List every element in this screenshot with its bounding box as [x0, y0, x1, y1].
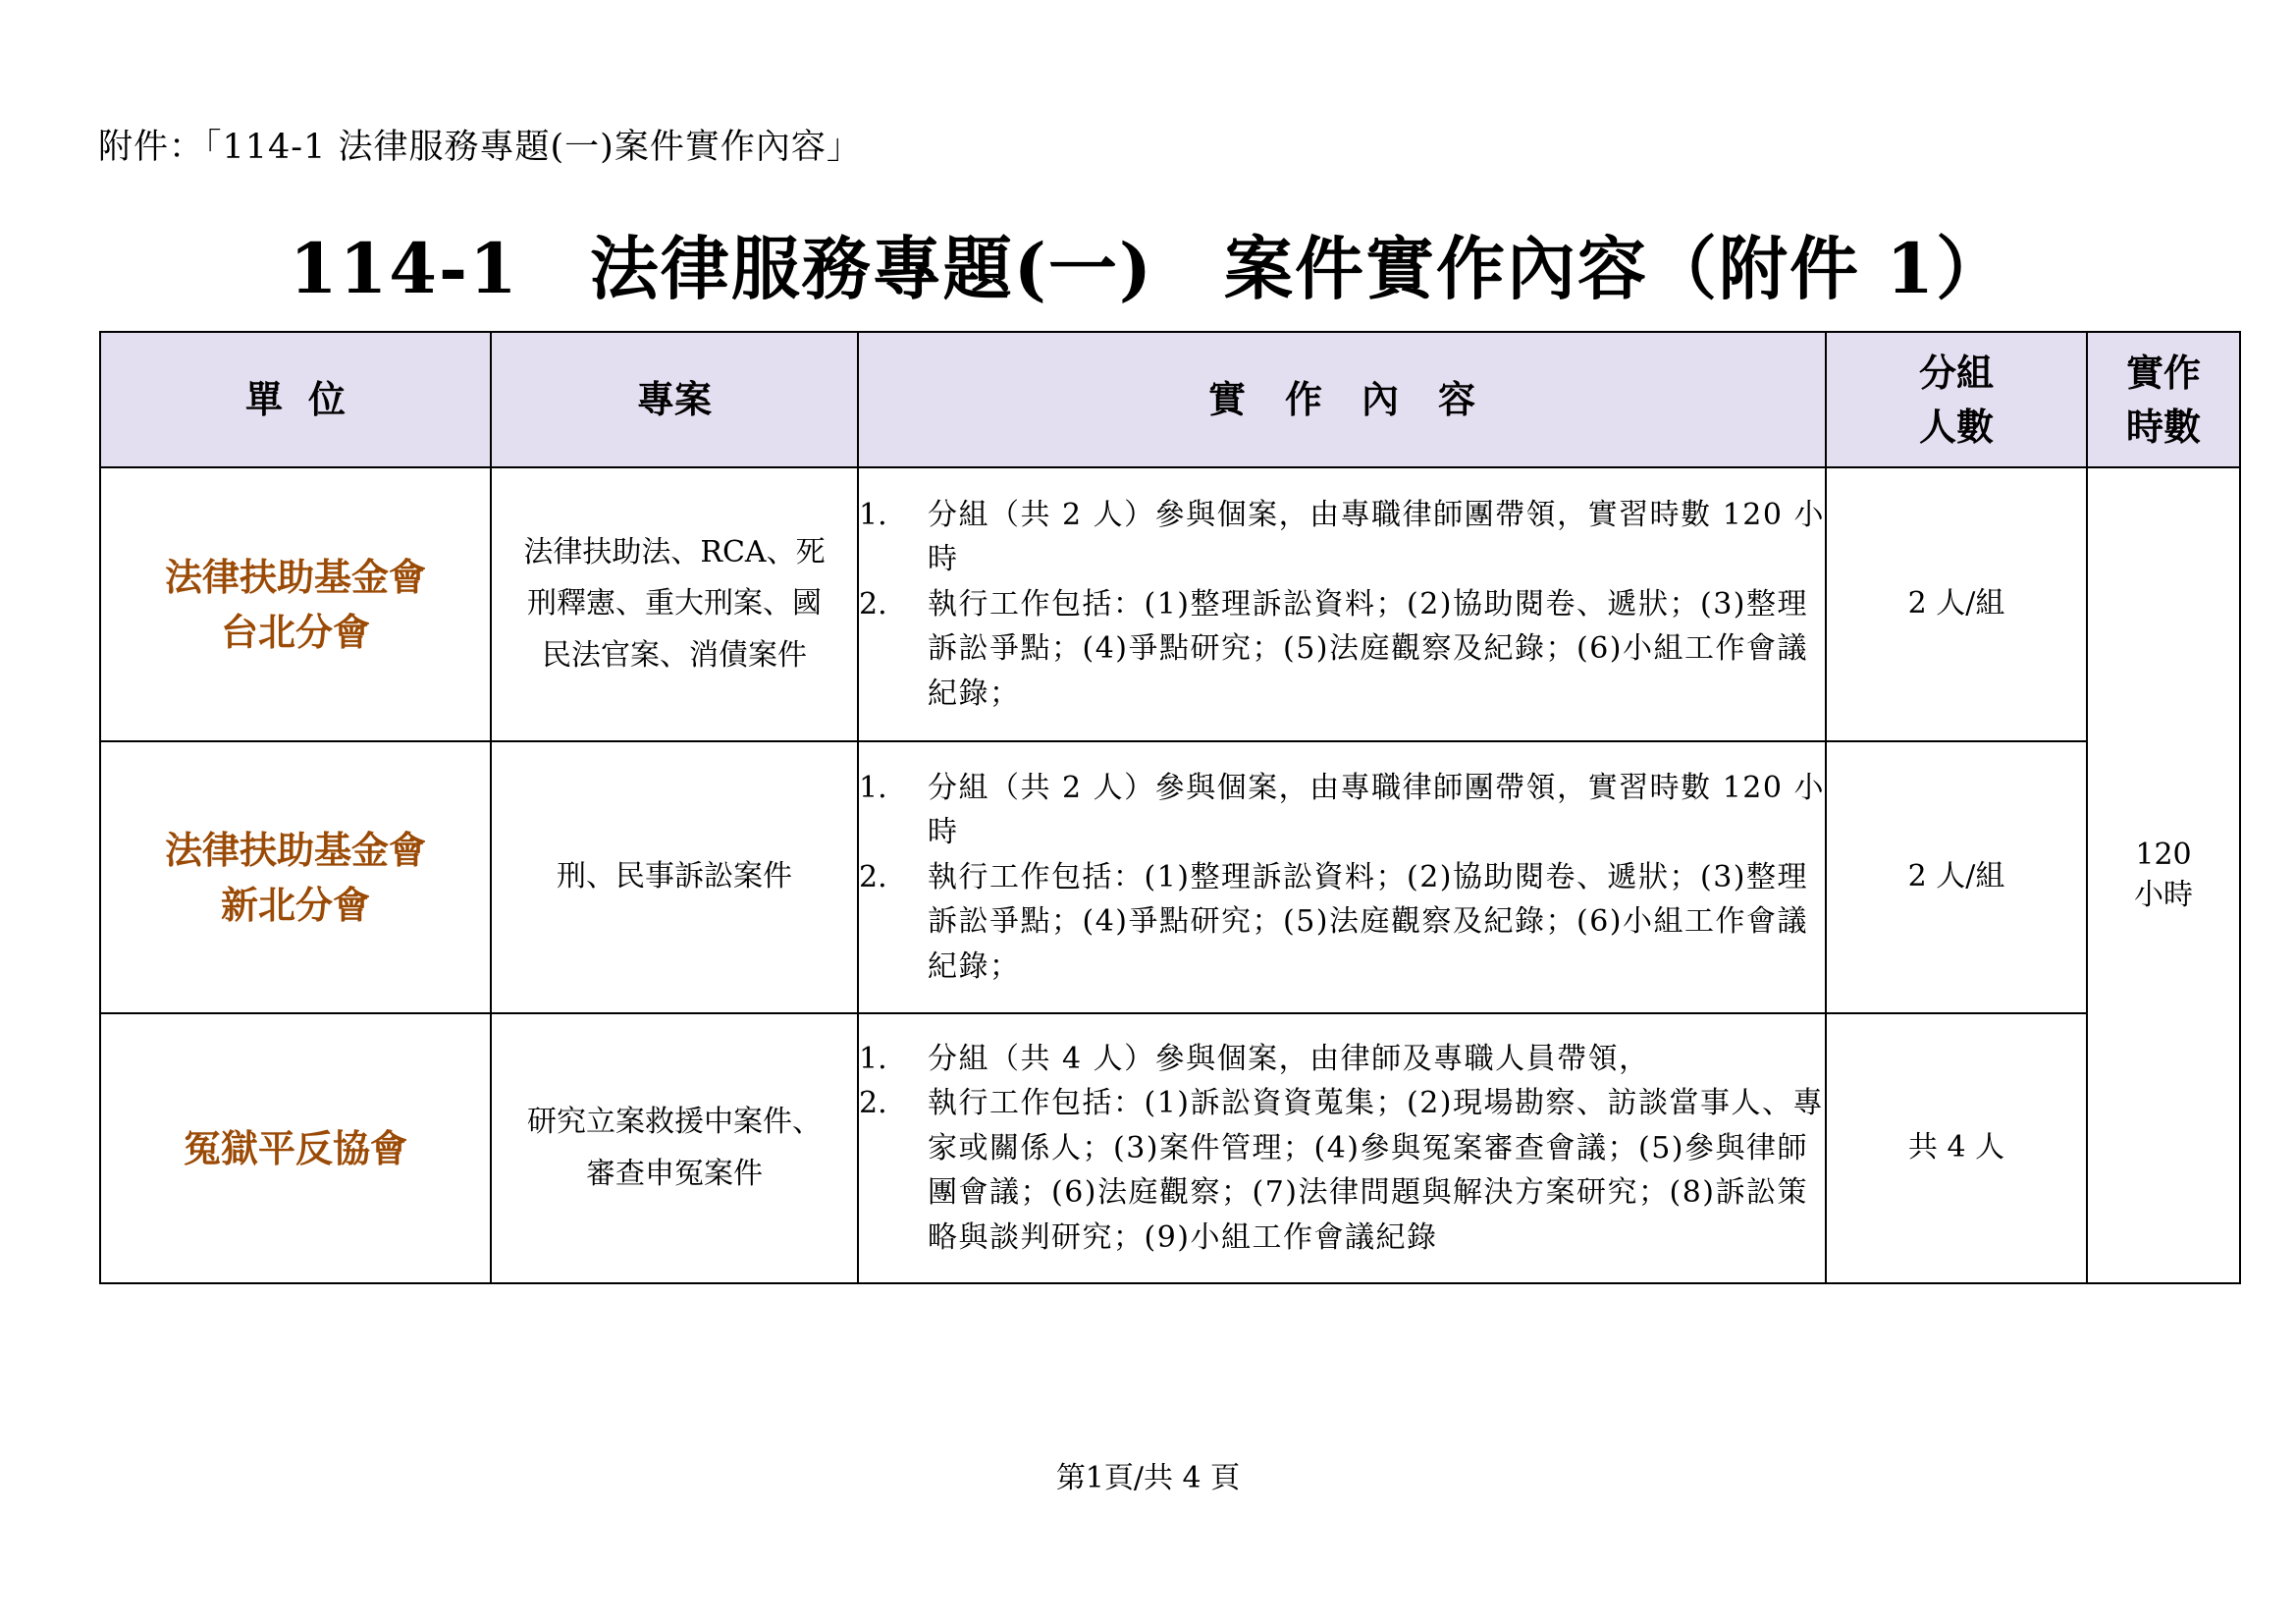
table-row — [100, 467, 2240, 741]
list-item: 2. 執行工作包括：(1)整理訴訟資料；(2)協助閱卷、遞狀；(3)整理訴訟爭點；(4)爭點研究；(5)法庭觀察及紀錄；(6)小組工作會議紀錄； — [859, 859, 1808, 984]
header-content: 實作內容 — [858, 332, 1826, 467]
practice-content-table — [99, 331, 2241, 1284]
content-cell — [858, 1013, 1826, 1283]
project-cell: 法律扶助法、RCA、死 刑釋憲、重大刑案、國 民法官案、消債案件 — [491, 467, 858, 741]
attachment-reference: 附件：「114-1 法律服務專題(一)案件實作內容」 — [98, 128, 862, 167]
header-hours: 實作 時數 — [2087, 332, 2240, 467]
document-title: 114-1 法律服務專題(一) 案件實作內容（附件 1） — [289, 228, 2007, 309]
header-group-size: 分組 人數 — [1826, 332, 2087, 467]
unit-cell: 冤獄平反協會 — [100, 1013, 491, 1283]
header-project: 專案 — [491, 332, 858, 467]
group-size-cell: 2 人/組 — [1826, 741, 2087, 1013]
group-size-cell: 共 4 人 — [1826, 1013, 2087, 1283]
content-list — [859, 1037, 1825, 1261]
list-item: 1. 分組（共 2 人）參與個案，由專職律師團帶領，實習時數 120 小時 — [859, 497, 1825, 577]
hours-cell: 120 小時 — [2087, 467, 2240, 1283]
table-row — [100, 1013, 2240, 1283]
header-unit: 單位 — [100, 332, 491, 467]
page-number: 第1頁/共 4 頁 — [1055, 1461, 1241, 1495]
project-cell: 刑、民事訴訟案件 — [491, 741, 858, 1013]
table-header-row — [100, 332, 2240, 467]
list-item: 1. 分組（共 4 人）參與個案，由律師及專職人員帶領， — [859, 1041, 1650, 1076]
table-row — [100, 741, 2240, 1013]
project-cell: 研究立案救援中案件、 審查申冤案件 — [491, 1013, 858, 1283]
content-cell — [858, 741, 1826, 1013]
content-cell — [858, 467, 1826, 741]
unit-cell: 法律扶助基金會 新北分會 — [100, 741, 491, 1013]
list-item: 1. 分組（共 2 人）參與個案，由專職律師團帶領，實習時數 120 小時 — [859, 770, 1825, 850]
group-size-cell: 2 人/組 — [1826, 467, 2087, 741]
list-item: 2. 執行工作包括：(1)訴訟資資蒐集；(2)現場勘察、訪談當事人、專家或關係人；(3)案件管理；(4)參與冤案審查會議；(5)參與律師團會議；(6)法庭觀察；(7)法律問題與解決方案研究；(8)訴訟策略與談判研究；(9)小組工作會議紀錄 — [859, 1086, 1824, 1255]
list-item: 2. 執行工作包括：(1)整理訴訟資料；(2)協助閱卷、遞狀；(3)整理訴訟爭點；(4)爭點研究；(5)法庭觀察及紀錄；(6)小組工作會議紀錄； — [859, 586, 1808, 711]
unit-cell: 法律扶助基金會 台北分會 — [100, 467, 491, 741]
content-list — [859, 766, 1825, 990]
content-list — [859, 493, 1825, 717]
